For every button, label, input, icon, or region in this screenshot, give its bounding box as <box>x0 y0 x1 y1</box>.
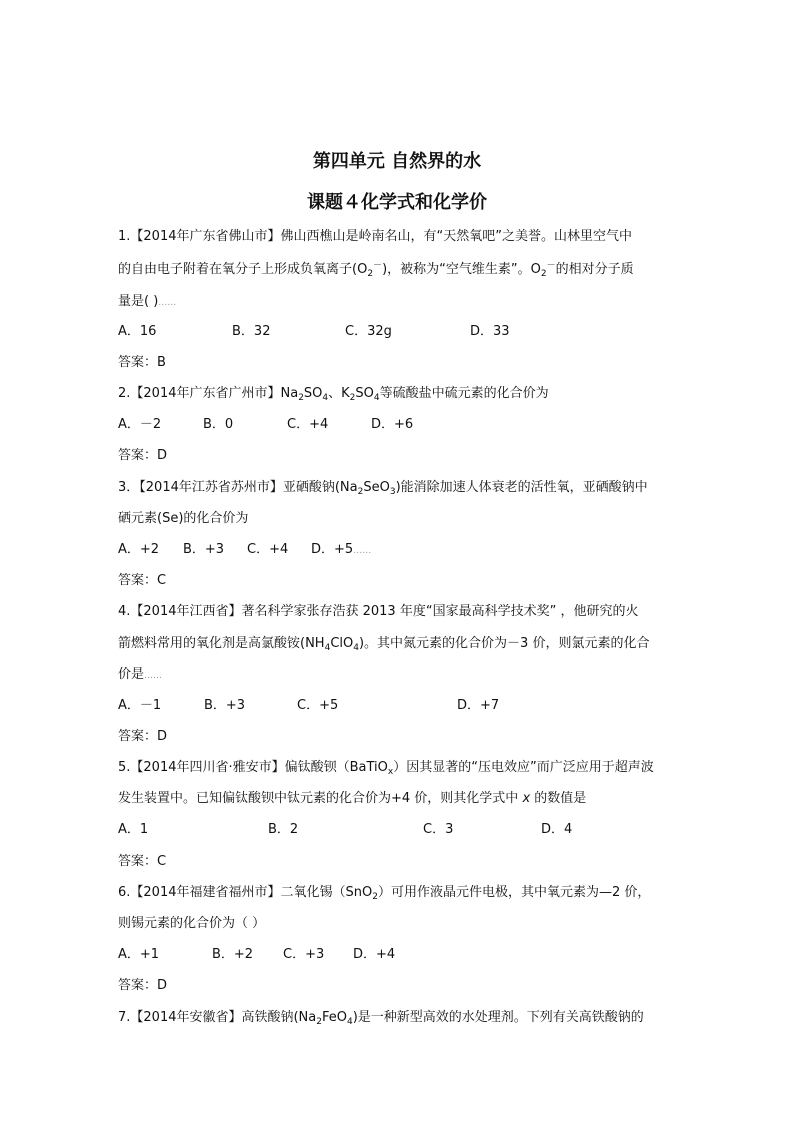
q5-option-c: C．3 <box>423 822 454 837</box>
q4-option-b: B．+3 <box>204 698 246 713</box>
q3-answer: 答案：C <box>118 573 167 588</box>
q6-option-b: B．+2 <box>212 947 254 962</box>
q2-option-b: B．0 <box>203 417 234 432</box>
q2-option-d: D．+6 <box>371 417 414 432</box>
q1-line-2: 的自由电子附着在氧分子上形成负氧离子$(O_2^-)$，被称为“空气维生素”。$O_2^-$的相对分子质 <box>118 261 634 279</box>
q5-option-b: B．2 <box>268 822 299 837</box>
q4-line-2: 箭燃料常用的氧化剂是高氯酸铵$(NH_4ClO_4)$。其中氮元素的化合价为－3 价，则氯元素的化合 <box>118 636 650 653</box>
q4-line-3: 价是…… <box>118 667 163 682</box>
q4-option-a: A．－1 <box>118 698 162 713</box>
q7-line-1: 7.【2014年安徽省】高铁酸钠$(Na_2FeO_4)$是一种新型高效的水处理剂。下列有关高铁酸钠的 <box>118 1010 644 1027</box>
q2-option-a: A．－2 <box>118 417 162 432</box>
q1-option-a: A．16 <box>118 324 157 339</box>
q3-option-d: D．+5…… <box>311 542 372 557</box>
q5-line-1: 5.【2014年四川省·雅安市】偏钛酸钡（BaTiO$_x$）因其显著的“压电效应”而广泛应用于超声波 <box>118 760 654 777</box>
q2-option-c: C．+4 <box>287 417 329 432</box>
q6-line-2: 则锡元素的化合价为（ ） <box>118 916 266 931</box>
q2-line-1: 2.【2014年广东省广州市】$Na_2SO_4$、$K_2SO_4$等硫酸盐中硫元素的化合价为 <box>118 386 549 403</box>
q1-line-1: 1.【2014年广东省佛山市】佛山西樵山是岭南名山，有“天然氧吧”之美誉。山林里空气中 <box>118 229 632 244</box>
q1-option-d: D．33 <box>470 324 510 339</box>
q3-line-1: 3．【2014年江苏省苏州市】亚硒酸钠$(Na_2SeO_3)$能消除加速人体衰老的活性氧，亚硒酸钠中 <box>118 480 648 497</box>
q4-option-c: C．+5 <box>297 698 339 713</box>
q1-option-b: B．32 <box>232 324 271 339</box>
q1-option-c: C．32g <box>345 324 392 339</box>
q4-line-1: 4.【2014年江西省】著名科学家张存浩获 2013 年度“国家最高科学技术奖” ，他研究的火 <box>118 604 639 619</box>
q1-line-3: 量是( )…… <box>118 294 177 309</box>
q6-option-d: D．+4 <box>353 947 396 962</box>
q4-option-d: D．+7 <box>457 698 500 713</box>
q6-line-1: 6.【2014年福建省福州市】二氧化锡（SnO$_2$）可用作液晶元件电极，其中氧元素为—2 价， <box>118 885 651 902</box>
q3-line-2: 硒元素(Se)的化合价为 <box>118 511 249 526</box>
q6-answer: 答案：D <box>118 978 168 993</box>
q1-answer: 答案：B <box>118 355 166 370</box>
q5-answer: 答案：C <box>118 854 167 869</box>
q6-option-c: C．+3 <box>283 947 325 962</box>
lesson-title: 课题４化学式和化学价 <box>307 192 487 213</box>
unit-title: 第四单元 自然界的水 <box>312 151 482 172</box>
q5-line-2: 发生装置中。已知偏钛酸钡中钛元素的化合价为+4 价，则其化学式中 x 的数值是 <box>118 791 587 806</box>
q3-option-c: C．+4 <box>247 542 289 557</box>
q4-answer: 答案：D <box>118 729 168 744</box>
q3-option-b: B．+3 <box>183 542 225 557</box>
q3-option-a: A．+2 <box>118 542 160 557</box>
q5-option-a: A．1 <box>118 822 149 837</box>
q5-option-d: D．4 <box>541 822 573 837</box>
q2-answer: 答案：D <box>118 448 168 463</box>
q6-option-a: A．+1 <box>118 947 160 962</box>
